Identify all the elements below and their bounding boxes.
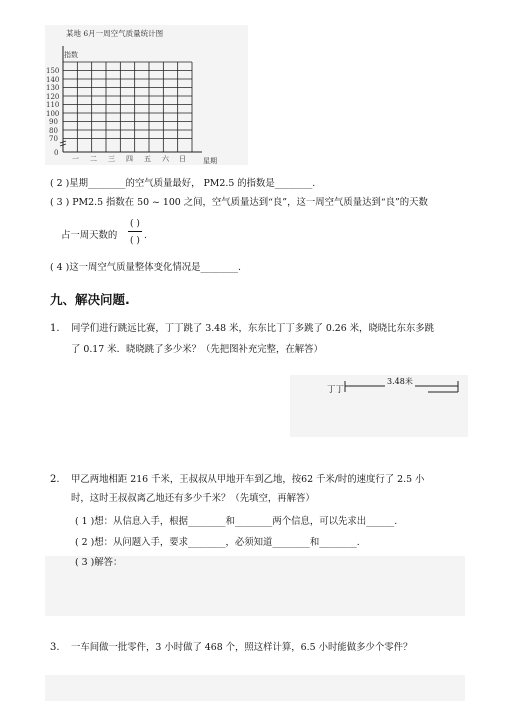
y-tick: 150: [46, 67, 60, 75]
y-tick: 80: [49, 126, 58, 135]
problem-2-sub-3: ( 3 )解答：: [75, 557, 123, 568]
chart-title: 某地 6月一周空气质量统计图: [66, 29, 164, 38]
problem-2-sub-2: ( 2 )想：从问题入手，要求________，必须知道________和________.: [75, 537, 360, 548]
problem-1-line-1: 同学们进行跳远比赛，丁丁跳了 3.48 米，东东比丁丁多跳了 0.26 米，晓晓比东东多跳: [71, 323, 435, 334]
problem-2-line-2: 时，这时王叔叔离乙地还有多少千米？（先填空，再解答）: [71, 493, 315, 504]
fraction-denominator: ( ): [130, 236, 140, 246]
chart-xlabel: 星期: [203, 157, 217, 165]
problem-2-number: 2.: [50, 474, 60, 485]
question-2: ( 2 )星期________的空气质量最好， PM2.5 的指数是________.: [50, 178, 316, 189]
question-3-line-1: ( 3 ) PM2.5 指数在 50 ~ 100 之间，空气质量达到“良”，这一周空气质量达到“良”的天数: [50, 197, 428, 208]
diagram-value: 3.48米: [387, 377, 413, 386]
y-tick: 110: [46, 101, 60, 109]
problem-2-sub-1: ( 1 )想：从信息入手，根据________和________两个信息，可以先求出______.: [75, 516, 398, 527]
y-tick: 70: [49, 135, 58, 143]
chart-ylabel: 指数: [64, 51, 78, 59]
fraction-numerator: ( ): [130, 219, 140, 229]
x-tick: 二: [90, 155, 97, 163]
problem-2-line-1: 甲乙两地相距 216 千米，王叔叔从甲地开车到乙地，按62 千米/时的速度行了 2.5 小: [71, 474, 425, 485]
y-tick: 120: [46, 92, 60, 101]
x-tick: 日: [179, 155, 186, 163]
problem-1-number: 1.: [50, 323, 60, 334]
question-4: ( 4 )这一周空气质量整体变化情况是________.: [50, 262, 241, 273]
y-tick: 100: [46, 109, 60, 118]
x-tick: 五: [144, 155, 151, 163]
question-3-period: .: [144, 230, 147, 241]
y-tick: 90: [49, 118, 58, 126]
x-tick: 四: [126, 155, 133, 163]
y-tick: 0: [54, 149, 59, 157]
section-title: 九、解决问题.: [50, 292, 130, 307]
problem-3-number: 3.: [50, 642, 60, 653]
x-tick: 一: [72, 155, 79, 163]
x-tick: 六: [162, 155, 169, 163]
y-tick: 140: [46, 75, 60, 84]
question-3-line-2: 占一周天数的: [61, 230, 118, 241]
x-tick: 三: [108, 155, 115, 163]
problem-3-line-1: 一车间做一批零件，3 小时做了 468 个，照这样计算，6.5 小时能做多少个零件？: [71, 642, 413, 653]
diagram-label-dingding: 丁丁: [327, 385, 345, 395]
problem-1-line-2: 了 0.17 米．晓晓跳了多少米？（先把图补充完整，在解答）: [71, 344, 323, 355]
y-tick: 130: [46, 84, 60, 92]
